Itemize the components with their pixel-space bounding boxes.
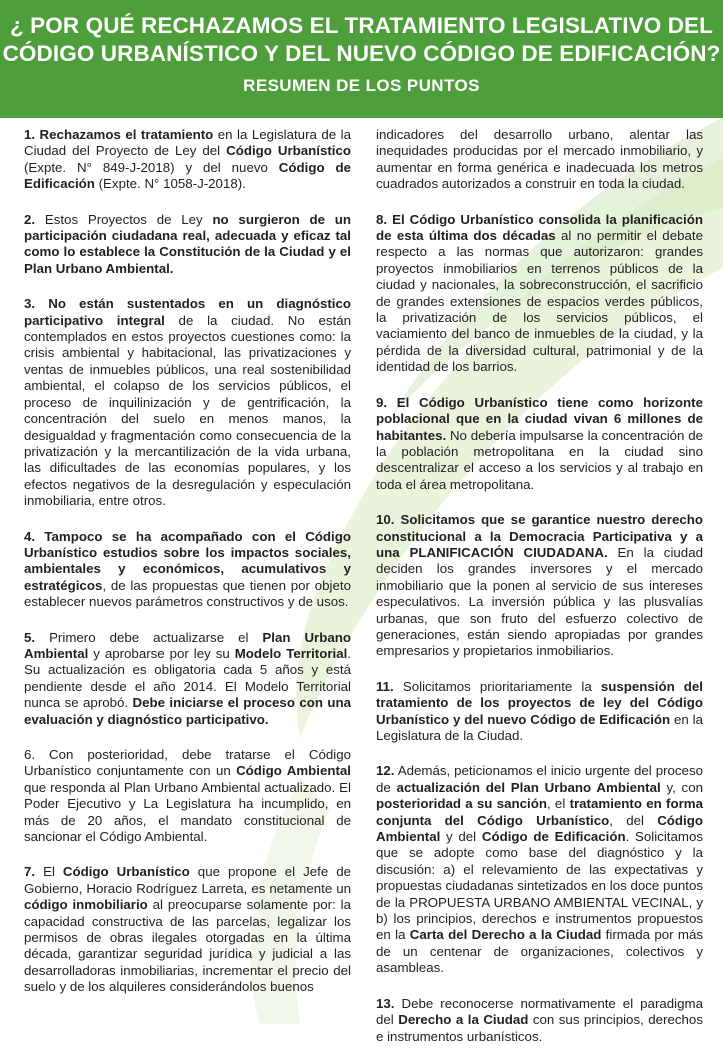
page-subtitle: RESUMEN DE LOS PUNTOS: [243, 76, 480, 95]
point-13: 13. Debe reconocerse normativamente el paradigma del Derecho a la Ciudad con sus principios, derechos e instrumentos urbanísticos.: [376, 995, 703, 1044]
point-2: 2. Estos Proyectos de Ley no surgieron de un participación ciudadana real, adecuada y eficaz tal como lo establece la Constitución de la Ciudad y el Plan Urbano Ambiental.: [24, 211, 352, 276]
header-banner: [0, 0, 723, 118]
point-12: 12. Además, peticionamos el inicio urgente del proceso de actualización del Plan Urbano Ambiental y, con posterioridad a su sanción, el tratamiento en forma conjunta del Código Urbanístico, del Código Ambiental y del Código de Edificación. Solicitamos que se adopte como base del diagnóstico y la discusión: a) el relevamiento de las expectativas y propuestas ciudadanas sintetizados en los doce puntos de la PROPUESTA URBANO AMBIENTAL VECINAL, y b) los principios, derechos e instrumentos propuestos en la Carta del Derecho a la Ciudad firmada por más de un centenar de organizaciones, colectivos y asambleas.: [376, 763, 703, 976]
right-column-main: [376, 212, 703, 1064]
page-title: [0, 0, 723, 68]
point-7-continued-text: indicadores del desarrollo urbano, alentar las inequidades producidas por el mercado inmobiliario, y aumentar en forma genérica e inadecuada los metros cuadrados autorizados a construir en toda la ciudad.: [376, 127, 703, 192]
point-7-continued: [376, 127, 703, 193]
point-3: 3. No están sustentados en un diagnóstico participativo integral de la ciudad. No están contemplados en estos proyectos cuestiones como: la crisis ambiental y habitacional, las privatizaciones y ventas de inmuebles públicos, una real sostenibilidad ambiental, el colapso de los servicios públicos, el proceso de inquilinización y de gentrificación, la concentración del suelo en menos manos, la desigualdad y fragmentación como consecuencia de la privatización y la mercantilización de la vida urbana, las dificultades de las economías populares, y los efectos negativos de la desregulación y especulación inmobiliaria, entre otros.: [24, 296, 352, 509]
title-line-2: CÓDIGO URBANÍSTICO Y DEL NUEVO CÓDIGO DE EDIFICACIÓN?: [2, 41, 721, 66]
point-10: 10. Solicitamos que se garantice nuestro derecho constitucional a la Democracia Participativa y a una PLANIFICACIÓN CIUDADANA. En la ciudad deciden los grandes inversores y el mercado inmobiliario que la ponen al servicio de sus intereses especulativos. La inversión pública y las plusvalías urbanas, que son fruto del esfuerzo colectivo de generaciones, están siendo apropiadas por grandes empresarios y propietarios inmobiliarios.: [376, 512, 703, 659]
point-9: 9. El Código Urbanístico tiene como horizonte poblacional que en la ciudad vivan 6 millones de habitantes. No debería impulsarse la concentración de la población metropolitana en la ciudad sino descentralizar el acceso a los servicios y al trabajo en toda el área metropolitana.: [376, 394, 703, 492]
point-7: 7. El Código Urbanístico que propone el Jefe de Gobierno, Horacio Rodríguez Larreta, es netamente un código inmobiliario al preocuparse solamente por: la capacidad constructiva de las parcelas, legalizar los permisos de obras ilegales otorgadas en la última década, garantizar seguridad jurídica y judicial a las desarrolladoras inmobiliarias, incrementar el precio del suelo y de los alquileres considerándolos buenos: [24, 864, 351, 995]
point-11: 11. Solicitamos prioritariamente la suspensión del tratamiento de los proyectos de ley del Código Urbanístico y del nuevo Código de Edificación en la Legislatura de la Ciudad.: [376, 678, 704, 743]
point-8-main: 8. El Código Urbanístico consolida la planificación de esta última dos décadas al no permitir el debate respecto a las normas que autorizaron: grandes proyectos inmobiliarios en terrenos públicos de la ciudad y nacionales, la sobreconstrucción, el sacrificio de grandes extensiones de espacios verdes públicos, la privatización de los servicios públicos, el vaciamiento del banco de inmuebles de la ciudad, y la pérdida de la diversidad cultural, patrimonial y de la identidad de los barrios.: [376, 211, 703, 375]
point-4: 4. Tampoco se ha acompañado con el Código Urbanístico estudios sobre los impactos sociales, ambientales y económicos, acumulativos y estratégicos, de las propuestas que tienen por objeto establecer nuevos parámetros constructivos y de usos.: [24, 528, 351, 610]
title-line-1: ¿ POR QUÉ RECHAZAMOS EL TRATAMIENTO LEGISLATIVO DEL: [9, 13, 714, 38]
point-5: 5. Primero debe actualizarse el Plan Urbano Ambiental y aprobarse por ley su Modelo Territorial. Su actualización es obligatoria cada 5 años y está pendiente desde el año 2014. El Modelo Territorial nunca se aprobó. Debe iniciarse el proceso con una evaluación y diagnóstico participativo.: [24, 629, 351, 727]
left-column: [24, 127, 351, 1015]
point-1: 1. Rechazamos el tratamiento en la Legislatura de la Ciudad del Proyecto de Ley del Código Urbanístico (Expte. N° 849-J-2018) y del nuevo Código de Edificación (Expte. N° 1058-J-2018).: [24, 127, 352, 192]
right-column-top: [376, 127, 703, 212]
point-6: 6. Con posterioridad, debe tratarse el Código Urbanístico conjuntamente con un Código Ambiental que responda al Plan Urbano Ambiental actualizado. El Poder Ejecutivo y La Legislatura ha incumplido, en más de 20 años, el mandato constitucional de sancionar el Código Ambiental.: [24, 747, 351, 845]
